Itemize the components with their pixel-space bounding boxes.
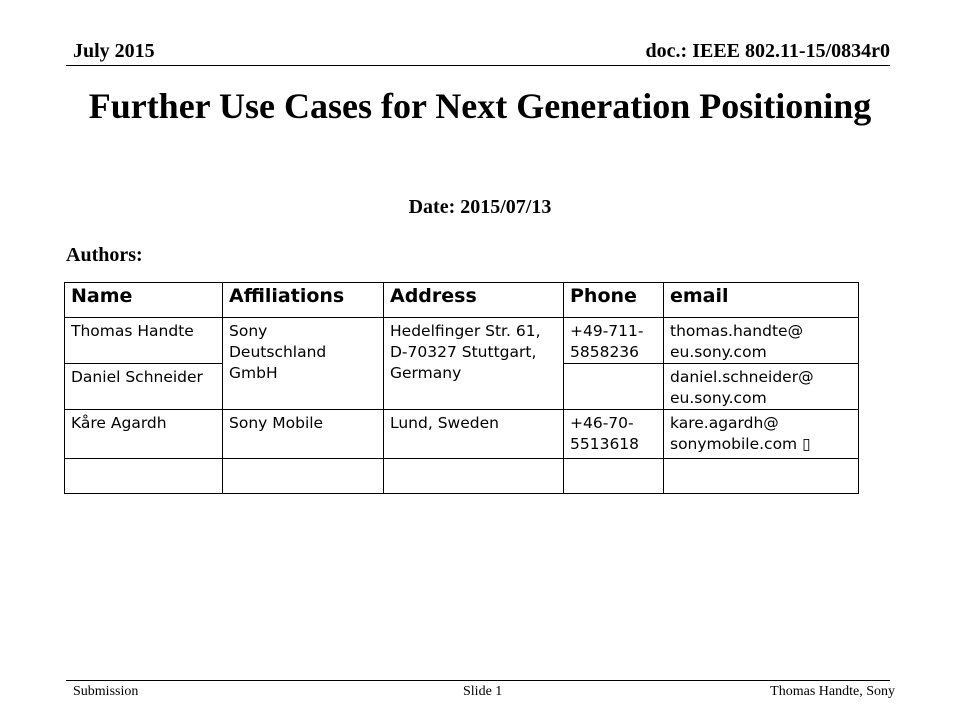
author-address xyxy=(384,459,564,494)
author-phone: +49-711- 5858236 xyxy=(564,318,664,364)
table-row xyxy=(65,318,859,364)
table-row xyxy=(65,459,859,494)
author-affiliation: Sony Mobile xyxy=(223,410,384,459)
author-email[interactable]: kare.agardh@ sonymobile.com ▯ xyxy=(664,410,859,459)
author-email xyxy=(664,459,859,494)
header-date: July 2015 xyxy=(73,40,155,62)
author-email[interactable]: daniel.schneider@ eu.sony.com xyxy=(664,364,859,410)
author-name: Daniel Schneider xyxy=(65,364,223,410)
authors-table xyxy=(64,282,859,494)
author-phone xyxy=(564,364,664,410)
footer-rule xyxy=(66,680,890,681)
author-phone: +46-70- 5513618 xyxy=(564,410,664,459)
author-address: Lund, Sweden xyxy=(384,410,564,459)
author-name: Kåre Agardh xyxy=(65,410,223,459)
footer-author: Thomas Handte, Sony xyxy=(770,684,895,699)
header-rule xyxy=(66,65,890,66)
column-header-name: Name xyxy=(65,283,223,318)
table-row xyxy=(65,410,859,459)
header-doc-id: doc.: IEEE 802.11-15/0834r0 xyxy=(645,40,890,62)
column-header-affiliations: Affiliations xyxy=(223,283,384,318)
author-address: Hedelfinger Str. 61, D-70327 Stuttgart, Germany xyxy=(384,318,564,410)
footer-slide-number: Slide 1 xyxy=(463,684,503,699)
author-phone xyxy=(564,459,664,494)
author-name xyxy=(65,459,223,494)
column-header-phone: Phone xyxy=(564,283,664,318)
slide-date: Date: 2015/07/13 xyxy=(408,196,552,218)
column-header-address: Address xyxy=(384,283,564,318)
column-header-email: email xyxy=(664,283,859,318)
footer-submission: Submission xyxy=(73,684,139,699)
author-affiliation xyxy=(223,459,384,494)
author-name: Thomas Handte xyxy=(65,318,223,364)
author-email[interactable]: thomas.handte@ eu.sony.com xyxy=(664,318,859,364)
author-affiliation: Sony Deutschland GmbH xyxy=(223,318,384,410)
authors-label: Authors: xyxy=(66,244,143,266)
slide-title: Further Use Cases for Next Generation Positioning xyxy=(88,86,872,126)
table-header-row xyxy=(65,283,859,318)
